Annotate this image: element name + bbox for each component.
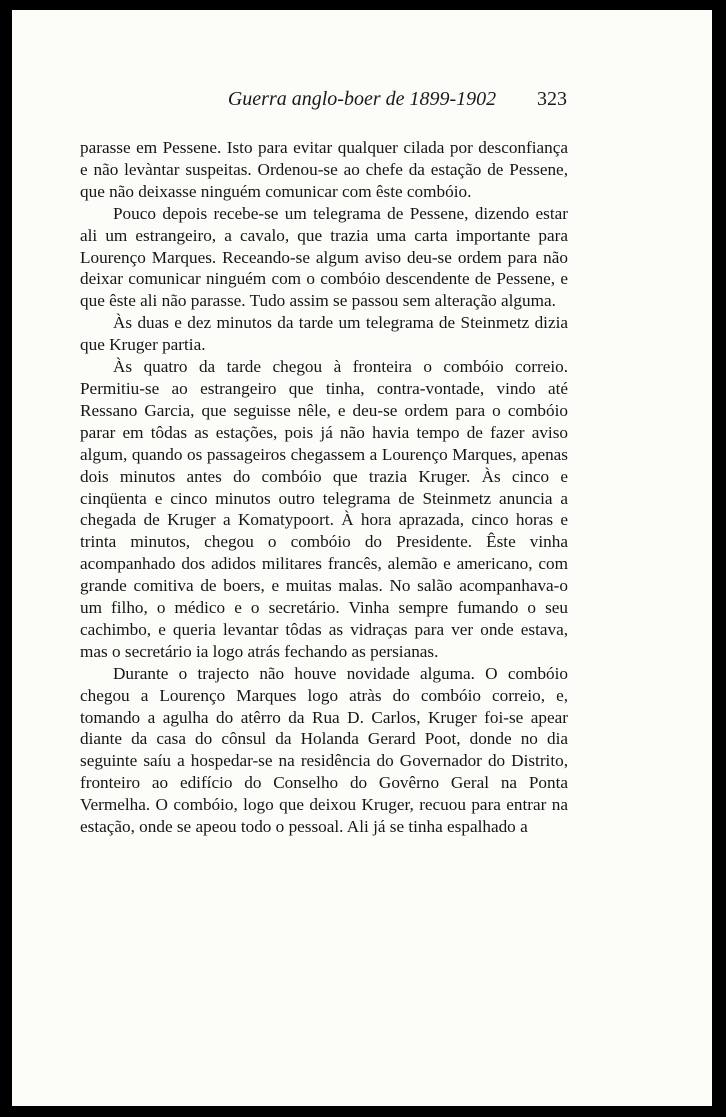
running-title: Guerra anglo-boer de 1899-1902 [227, 88, 497, 110]
page-number: 323 [537, 88, 567, 110]
paragraph-4: Às quatro da tarde chegou à fronteira o combóio correio. Permitiu-se ao estrangeiro que tinha, contra-vontade, vindo até Ressano Garcia, que seguisse nêle, e deu-se ordem para o combóio parar em tôdas as estações, pois já não havia tempo de fazer aviso algum, quando os passageiros chegassem a Lourenço Marques, apenas dois minutos antes do combóio que trazia Kruger. Às cinco e cinqüenta e cinco minutos outro telegrama de Steinmetz anuncia a chegada de Kruger a Komatypoort. À hora aprazada, cinco horas e trinta minutos, chegou o combóio do Presidente. Êste vinha acompanhado dos adidos militares francês, alemão e americano, com grande comitiva de boers, e muitas malas. No salão acompanhava-o um filho, o médico e o secretário. Vinha sempre fumando o seu cachimbo, e queria levantar tôdas as vidraças para ver onde estava, mas o secretário ia logo atrás fechando as persianas. [80, 357, 568, 661]
paragraph-2: Pouco depois recebe-se um telegrama de Pessene, dizendo estar ali um estrangeiro, a cavalo, que trazia uma carta importante para Lourenço Marques. Receando-se algum aviso deu-se ordem para não deixar comunicar ninguém com o combóio descendente de Pessene, e que êste ali não parasse. Tudo assim se passou sem alteração alguma. [80, 203, 568, 311]
paragraph-1: parasse em Pessene. Isto para evitar qualquer cilada por desconfiança e não levàntar suspeitas. Ordenou-se ao chefe da estação de Pessene, que não deixasse ninguém comunicar com êste combóio. [80, 138, 568, 201]
paragraph-5: Durante o trajecto não houve novidade alguma. O combóio chegou a Lourenço Marques logo atràs do combóio correio, e, tomando a agulha do atêrro da Rua D. Carlos, Kruger foi-se apear diante da casa do cônsul da Holanda Gerard Poot, donde no dia seguinte saíu a hospedar-se na residência do Governador do Distrito, fronteiro ao edifício do Conselho do Govêrno Geral na Ponta Vermelha. O combóio, logo que deixou Kruger, recuou para entrar na estação, onde se apeou todo o pessoal. Ali já se tinha espalhado a [80, 663, 568, 837]
paragraph-3: Às duas e dez minutos da tarde um telegrama de Steinmetz dizia que Kruger partia. [80, 313, 568, 355]
page-header [12, 88, 712, 118]
body-text [80, 137, 568, 838]
book-page [12, 10, 712, 1106]
